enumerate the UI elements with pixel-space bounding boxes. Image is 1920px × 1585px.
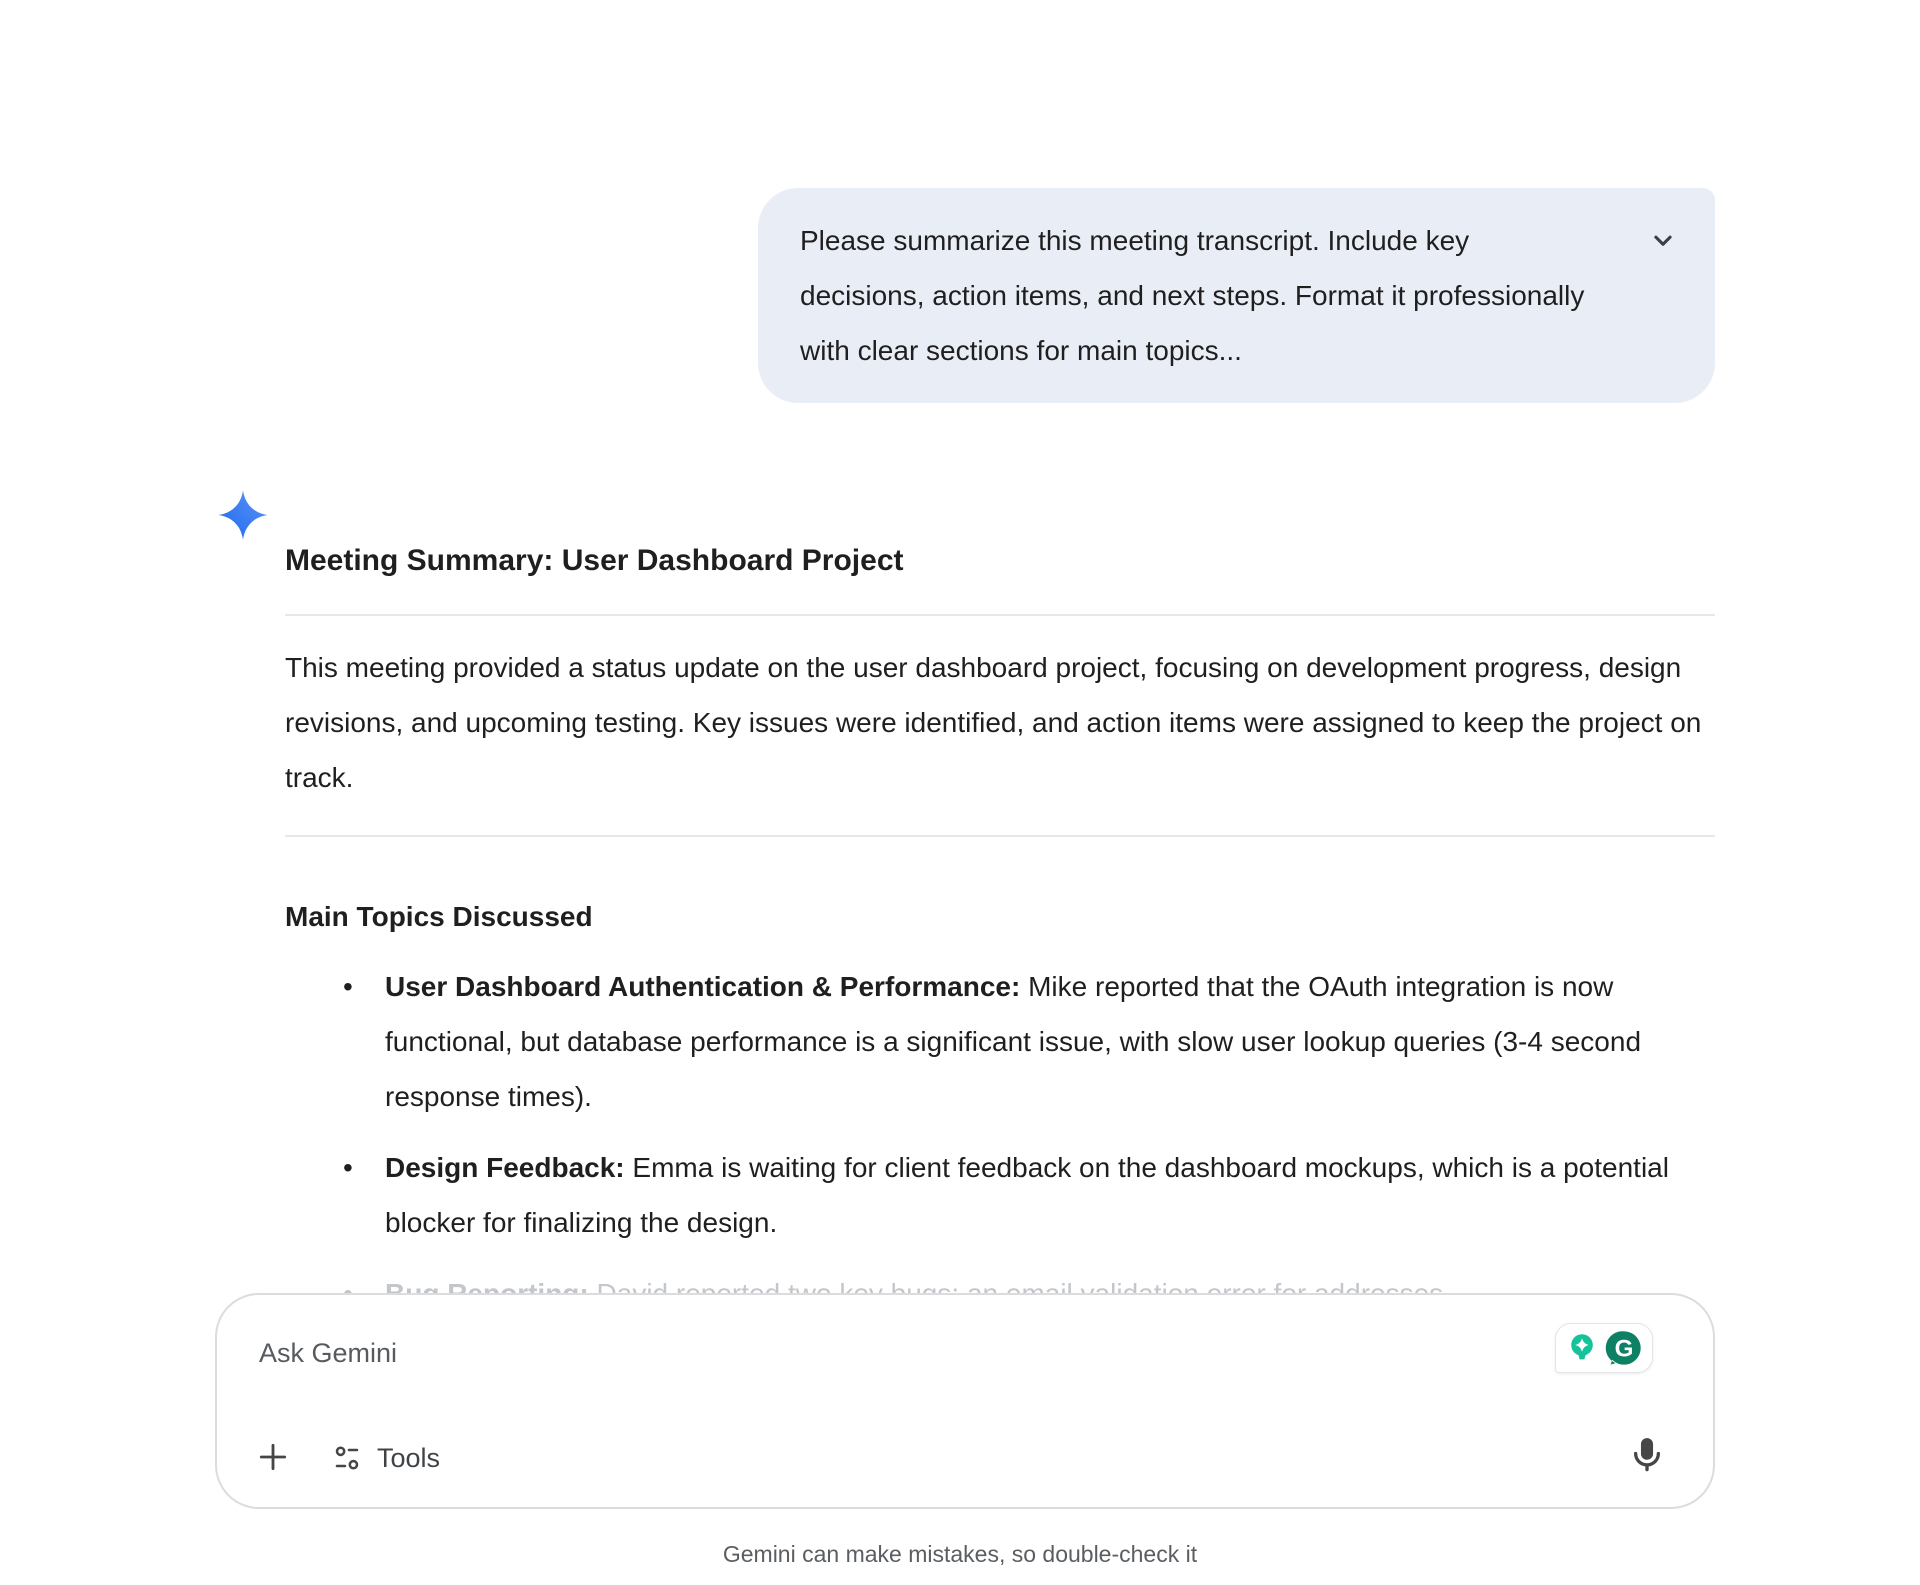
grammarly-extension-pill[interactable] — [1555, 1323, 1653, 1373]
tools-button[interactable] — [331, 1439, 440, 1477]
gemini-sparkle-icon — [216, 486, 270, 544]
user-message-text: Please summarize this meeting transcript. Include key decisions, action items, and next steps. Format it professionally with clear sections for main topics... — [800, 225, 1585, 366]
microphone-button[interactable] — [1625, 1433, 1669, 1477]
bullet-label: Design Feedback: — [385, 1152, 625, 1183]
prompt-placeholder: Ask Gemini — [259, 1338, 398, 1368]
sliders-icon — [331, 1442, 363, 1474]
divider — [285, 835, 1715, 837]
response-title: Meeting Summary: User Dashboard Project — [285, 544, 904, 577]
bullet-text: Emma is waiting for client feedback on the dashboard mockups, which is a potential blocker for finalizing the design. — [385, 1152, 1669, 1238]
disclaimer-text: Gemini can make mistakes, so double-check it — [722, 1541, 1198, 1567]
user-message-bubble — [758, 188, 1715, 403]
response-summary: This meeting provided a status update on the user dashboard project, focusing on development progress, design revisions, and upcoming testing. Key issues were identified, and action items were assigned to keep the project on track. — [285, 652, 1702, 793]
tools-label: Tools — [377, 1442, 441, 1473]
section-heading: Main Topics Discussed — [285, 901, 593, 932]
chevron-down-icon — [1646, 223, 1680, 257]
prompt-composer[interactable] — [215, 1293, 1715, 1509]
microphone-icon — [1625, 1433, 1669, 1477]
collapse-message-button[interactable] — [1645, 222, 1681, 258]
topic-list — [285, 959, 1715, 1321]
list-item-design-feedback — [385, 1140, 1715, 1250]
svg-text:G: G — [1614, 1335, 1634, 1363]
model-response — [285, 542, 1715, 1337]
divider — [285, 614, 1715, 616]
prompt-input[interactable] — [259, 1335, 1533, 1395]
add-attachment-button[interactable] — [253, 1437, 293, 1477]
list-item-authentication — [385, 959, 1715, 1124]
grammarly-g-icon[interactable] — [1604, 1328, 1644, 1368]
plus-icon — [253, 1437, 293, 1477]
grammarly-bulb-icon[interactable] — [1564, 1330, 1600, 1366]
bullet-label: User Dashboard Authentication & Performance: — [385, 971, 1021, 1002]
bullet-text: Mike reported that the OAuth integration is now functional, but database performance is a significant issue, with slow user lookup queries (3-4 second response times). — [385, 971, 1642, 1112]
